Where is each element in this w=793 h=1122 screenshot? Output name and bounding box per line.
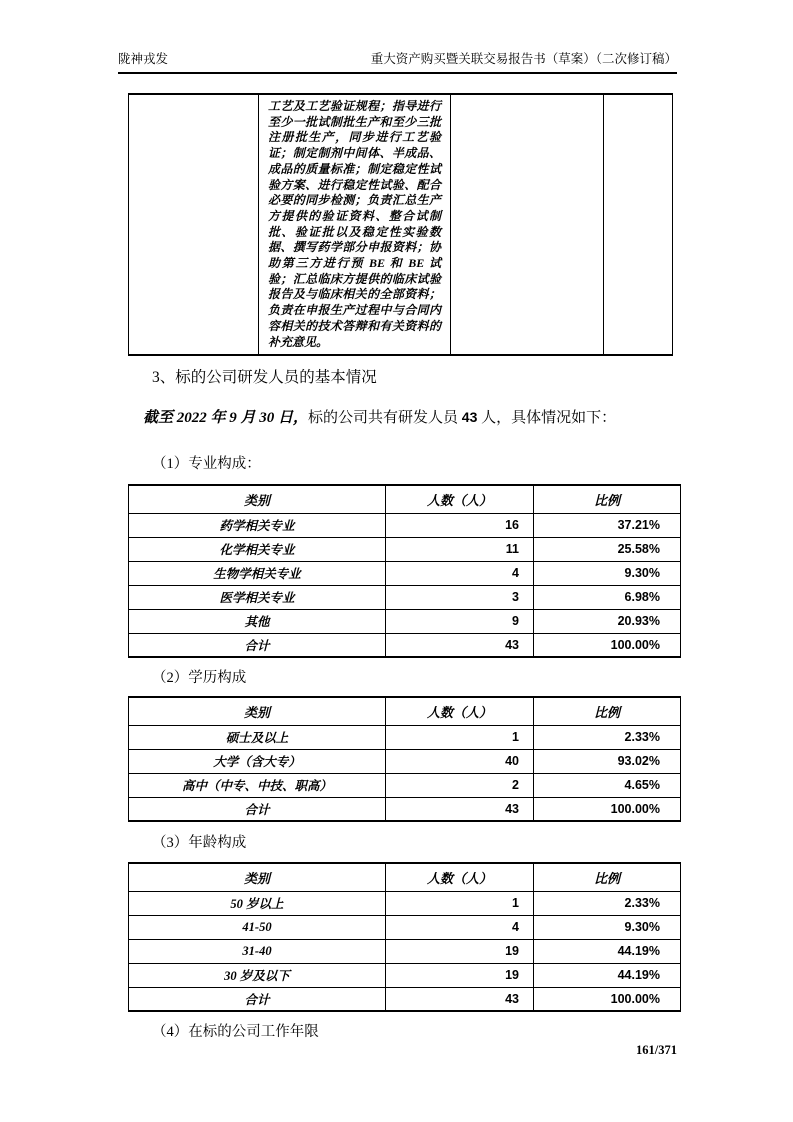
count-cell: 1 [386, 725, 534, 749]
education-table [128, 696, 681, 822]
intro-text-2: 人，具体情况如下： [477, 410, 617, 427]
table-total-row [129, 633, 681, 657]
table-total-row [129, 987, 681, 1011]
profession-header-row [129, 485, 681, 513]
age-table [128, 862, 681, 1012]
continued-empty-cell-right [604, 94, 673, 355]
ratio-cell: 44.19% [534, 963, 681, 987]
header-company: 陇神戎发 [118, 52, 169, 66]
header-doc-title: 重大资产购买暨关联交易报告书（草案）（二次修订稿） [370, 52, 677, 66]
profession-table [128, 484, 681, 658]
continued-empty-cell-left [129, 94, 259, 355]
count-cell: 19 [386, 963, 534, 987]
table-row [129, 537, 681, 561]
intro-date: 截至 2022 年 9 月 30 日， [143, 410, 309, 427]
section-heading: 3、标的公司研发人员的基本情况 [152, 369, 377, 387]
count-cell: 11 [386, 537, 534, 561]
col-header-count: 人数（人） [386, 697, 534, 725]
table-row [129, 915, 681, 939]
col-header-category: 类别 [129, 697, 386, 725]
ratio-cell: 4.65% [534, 773, 681, 797]
continued-empty-cell-mid [451, 94, 604, 355]
ratio-cell: 93.02% [534, 749, 681, 773]
table-row [129, 513, 681, 537]
ratio-cell: 20.93% [534, 609, 681, 633]
category-cell: 医学相关专业 [129, 585, 386, 609]
table-row [129, 585, 681, 609]
col-header-ratio: 比例 [534, 485, 681, 513]
table-row [129, 561, 681, 585]
category-cell: 生物学相关专业 [129, 561, 386, 585]
page-header [118, 52, 677, 67]
count-cell: 9 [386, 609, 534, 633]
ratio-cell: 6.98% [534, 585, 681, 609]
table-row [129, 963, 681, 987]
category-cell: 合计 [129, 987, 386, 1011]
count-cell: 43 [386, 797, 534, 821]
category-cell: 药学相关专业 [129, 513, 386, 537]
table-row [129, 609, 681, 633]
col-header-ratio: 比例 [534, 863, 681, 891]
continued-table-row [129, 94, 673, 355]
ratio-cell: 100.00% [534, 797, 681, 821]
continued-table [128, 93, 673, 356]
subsection-label-2: （2）学历构成 [152, 670, 247, 687]
count-cell: 19 [386, 939, 534, 963]
category-cell: 合计 [129, 633, 386, 657]
ratio-cell: 2.33% [534, 891, 681, 915]
count-cell: 43 [386, 633, 534, 657]
category-cell: 高中（中专、中技、职高） [129, 773, 386, 797]
ratio-cell: 9.30% [534, 561, 681, 585]
ratio-cell: 37.21% [534, 513, 681, 537]
intro-text-1: 标的公司共有研发人员 [308, 410, 462, 427]
table-row [129, 749, 681, 773]
ratio-cell: 9.30% [534, 915, 681, 939]
table-total-row [129, 797, 681, 821]
continued-duty-cell [259, 94, 451, 355]
col-header-count: 人数（人） [386, 485, 534, 513]
education-header-row [129, 697, 681, 725]
category-cell: 大学（含大专） [129, 749, 386, 773]
subsection-label-3: （3）年龄构成 [152, 835, 247, 852]
ratio-cell: 2.33% [534, 725, 681, 749]
header-rule [118, 72, 677, 74]
category-cell: 50 岁以上 [129, 891, 386, 915]
category-cell: 其他 [129, 609, 386, 633]
subsection-label-4: （4）在标的公司工作年限 [152, 1024, 319, 1041]
count-cell: 40 [386, 749, 534, 773]
table-row [129, 725, 681, 749]
intro-count: 43 [461, 409, 478, 426]
count-cell: 43 [386, 987, 534, 1011]
col-header-category: 类别 [129, 485, 386, 513]
table-row [129, 773, 681, 797]
intro-paragraph [143, 408, 677, 428]
count-cell: 1 [386, 891, 534, 915]
ratio-cell: 100.00% [534, 633, 681, 657]
age-header-row [129, 863, 681, 891]
duty-text: 工艺及工艺验证规程；指导进行至少一批试制批生产和至少三批注册批生产，同步进行工艺验证；制定制剂中间体、半成品、成品的质量标准；制定稳定性试验方案、进行稳定性试验、配合必要的同步检测；负责汇总生产方提供的验证资料、整合试制批、验证批以及稳定性实验数据、撰写药学部分申报资料；协助第三方进行预 BE 和 BE 试验；汇总临床方提供的临床试验报告及与临床相关的全部资料；负责在申报生产过程中与合同内容相关的技术答辩和有关资料的补充意见。 [268, 99, 441, 349]
category-cell: 31-40 [129, 939, 386, 963]
count-cell: 2 [386, 773, 534, 797]
table-row [129, 891, 681, 915]
col-header-category: 类别 [129, 863, 386, 891]
category-cell: 41-50 [129, 915, 386, 939]
count-cell: 4 [386, 915, 534, 939]
count-cell: 4 [386, 561, 534, 585]
count-cell: 16 [386, 513, 534, 537]
col-header-ratio: 比例 [534, 697, 681, 725]
count-cell: 3 [386, 585, 534, 609]
table-row [129, 939, 681, 963]
page-number: 161/371 [636, 1043, 677, 1058]
ratio-cell: 44.19% [534, 939, 681, 963]
category-cell: 合计 [129, 797, 386, 821]
category-cell: 化学相关专业 [129, 537, 386, 561]
ratio-cell: 25.58% [534, 537, 681, 561]
category-cell: 硕士及以上 [129, 725, 386, 749]
col-header-count: 人数（人） [386, 863, 534, 891]
ratio-cell: 100.00% [534, 987, 681, 1011]
category-cell: 30 岁及以下 [129, 963, 386, 987]
subsection-label-1: （1）专业构成： [152, 456, 261, 473]
